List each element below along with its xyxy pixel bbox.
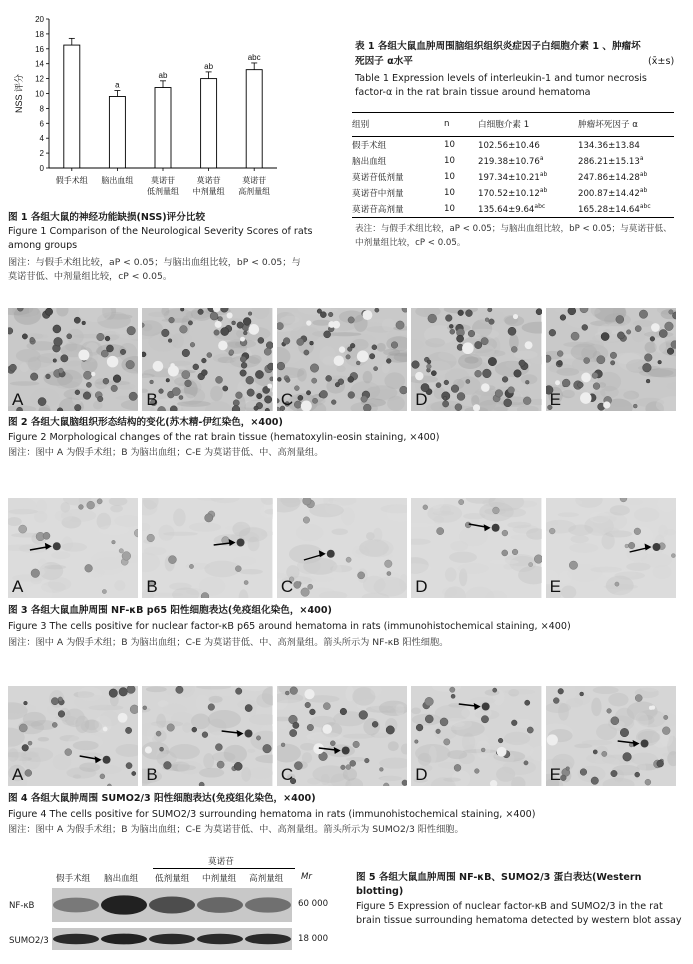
table1-cell-tnf xyxy=(578,201,674,218)
table1-cell-tnf-value: 200.87±14.42 xyxy=(578,188,640,199)
nss-bar-chart xyxy=(8,8,298,208)
significance-label: abc xyxy=(247,52,261,62)
micrograph-image xyxy=(277,308,407,411)
table1-header-n: n xyxy=(444,113,478,137)
table1-cell-group-value: 假手术组 xyxy=(352,141,387,151)
positive-cell xyxy=(482,703,490,711)
table1-cell-il1-significance: a xyxy=(539,155,544,163)
x-tick-label: 假手术组 xyxy=(55,176,88,185)
wb-mw-sumo: 18 000 xyxy=(298,934,329,944)
y-tick-label: 10 xyxy=(35,89,44,99)
table1-cell-tnf-value: 134.36±13.84 xyxy=(578,140,640,151)
x-tick-label: 低剂量组 xyxy=(147,187,179,196)
table1-cell-il1-significance: ab xyxy=(539,187,548,195)
y-tick-label: 12 xyxy=(35,74,44,84)
panel-label: B xyxy=(146,765,158,784)
wb-band xyxy=(101,934,147,945)
wb-band xyxy=(197,897,243,913)
wb-band xyxy=(149,896,195,913)
table1-note-line1: 表注：与假手术组比较，aP < 0.05；与脑出血组比较，bP < 0.05；与莫诺苷低、 xyxy=(355,224,672,234)
wb-band xyxy=(53,934,99,945)
panel-label: B xyxy=(146,577,158,596)
wb-band xyxy=(149,934,195,945)
wb-lane-label-4: 中剂量组 xyxy=(202,874,237,884)
table1-cell-tnf-significance: ab xyxy=(639,187,648,195)
wb-lane-label-3: 低剂量组 xyxy=(155,874,190,884)
micrograph-image xyxy=(277,498,407,598)
wb-group-header: 莫诺苷 xyxy=(208,857,234,867)
table1-header-row xyxy=(352,113,674,137)
bar xyxy=(155,88,171,168)
table1-cell-il1 xyxy=(478,201,578,218)
significance-label: ab xyxy=(158,70,168,80)
wb-band xyxy=(101,895,147,914)
figure1-caption-en-line1: Figure 1 Comparison of the Neurological Severity Scores of rats xyxy=(8,226,313,237)
table1-cell-tnf xyxy=(578,153,674,169)
bar xyxy=(201,79,217,168)
table1-cell-n-value: 10 xyxy=(444,172,455,182)
micrograph-image xyxy=(142,308,272,411)
table1-row xyxy=(352,137,674,154)
bar xyxy=(109,96,125,168)
western-blot xyxy=(0,850,345,960)
y-tick-label: 6 xyxy=(39,119,44,129)
bar xyxy=(246,70,262,168)
panel-label: C xyxy=(280,390,294,409)
table1-cell-n xyxy=(444,137,478,154)
table1-cell-group-value: 脑出血组 xyxy=(352,157,387,167)
micrograph-image xyxy=(277,686,407,786)
y-tick-label: 0 xyxy=(39,164,44,173)
panel-label: E xyxy=(549,577,561,596)
panel-label: D xyxy=(415,390,428,409)
table1-cell-group-value: 莫诺苷低剂量 xyxy=(352,173,404,183)
figure4-caption-en: Figure 4 The cells positive for SUMO2/3 surrounding hematoma in rats (immunohistochemical staining, ×400) xyxy=(8,809,536,820)
table1-title-cn-line2: 死因子 α水平 xyxy=(355,56,413,67)
y-tick-label: 14 xyxy=(35,59,44,69)
table1-cell-il1-value: 197.34±10.21 xyxy=(478,172,540,183)
table1-cell-n xyxy=(444,201,478,218)
wb-lane-label-2: 脑出血组 xyxy=(104,874,139,884)
figure3-panel-b xyxy=(142,498,272,598)
x-tick-label: 莫诺苷 xyxy=(151,176,175,185)
wb-mw-nfkb: 60 000 xyxy=(298,899,329,909)
figure3-caption-en: Figure 3 The cells positive for nuclear factor-κB p65 around hematoma in rats (immunohistochemical staining, ×400) xyxy=(8,621,571,632)
positive-cell xyxy=(237,539,245,547)
wb-blot-nfkb xyxy=(52,888,292,922)
panel-label: C xyxy=(280,765,294,784)
y-tick-label: 2 xyxy=(39,149,44,159)
figure5-caption-en-line2: brain tissue surrounding hematoma detected by western blot assay xyxy=(356,915,682,926)
wb-lane-label-5: 高剂量组 xyxy=(249,874,284,884)
wb-band-label-nfkb: NF-κB xyxy=(9,901,35,911)
figure2-panel-d xyxy=(411,308,541,411)
table1-header-tnf: 肿瘤坏死因子 α xyxy=(578,113,674,137)
figure3-panel-a xyxy=(8,498,138,598)
positive-cell xyxy=(103,756,111,764)
figure2-panel-c xyxy=(277,308,407,411)
table1-cell-il1-value: 102.56±10.46 xyxy=(478,140,540,151)
y-tick-label: 16 xyxy=(35,44,44,54)
positive-cell xyxy=(640,740,648,748)
figure4-panel-e xyxy=(546,686,676,786)
table1-cell-tnf xyxy=(578,169,674,185)
panel-label: A xyxy=(12,577,24,596)
table1-cell-n xyxy=(444,153,478,169)
y-tick-label: 8 xyxy=(39,104,44,114)
wb-blot-sumo xyxy=(52,928,292,950)
table1-cell-tnf-value: 165.28±14.64 xyxy=(578,204,640,215)
micrograph-image xyxy=(546,308,676,411)
figure3-panel-e xyxy=(546,498,676,598)
panel-label: A xyxy=(12,765,24,784)
figure5-caption-cn-line1: 图 5 各组大鼠血肿周围 NF-κB、SUMO2/3 蛋白表达(Western xyxy=(356,872,642,883)
table1-cell-tnf-value: 247.86±14.28 xyxy=(578,172,640,183)
table1-cell-il1 xyxy=(478,169,578,185)
micrograph-image xyxy=(546,498,676,598)
figure2-panel-a xyxy=(8,308,138,411)
table1-cell-group-value: 莫诺苷中剂量 xyxy=(352,189,404,199)
micrograph-image xyxy=(8,686,138,786)
figure1-caption-en-line2: among groups xyxy=(8,240,78,251)
table1-cell-tnf xyxy=(578,137,674,154)
table1-title-en-line1: Table 1 Expression levels of interleukin-1 and tumor necrosis xyxy=(355,73,647,84)
figure2-panel-b xyxy=(142,308,272,411)
panel-label: C xyxy=(280,577,294,596)
y-axis-label: NSS 评分 xyxy=(14,73,24,114)
figure2-caption-cn: 图 2 各组大鼠脑组织形态结构的变化(苏木精-伊红染色，×400) xyxy=(8,417,283,428)
table1-cell-n-value: 10 xyxy=(444,140,455,150)
table1-row xyxy=(352,169,674,185)
figure2-panel-e xyxy=(546,308,676,411)
table1-cell-n-value: 10 xyxy=(444,204,455,214)
figure3-panel-c xyxy=(277,498,407,598)
table1-cell-tnf-significance: ab xyxy=(639,171,648,179)
wb-band xyxy=(53,898,99,913)
figure2-panels xyxy=(8,308,676,411)
micrograph-image xyxy=(142,686,272,786)
micrograph-image xyxy=(546,686,676,786)
y-tick-label: 20 xyxy=(35,15,44,24)
table1-cell-tnf-significance: abc xyxy=(639,203,651,211)
x-tick-label: 高剂量组 xyxy=(238,187,271,196)
positive-cell xyxy=(342,747,350,755)
table1-cell-group xyxy=(352,137,444,154)
positive-cell xyxy=(245,730,253,738)
panel-label: D xyxy=(415,765,428,784)
table1-cell-tnf-significance: a xyxy=(639,155,644,163)
x-tick-label: 脑出血组 xyxy=(101,176,134,185)
significance-label: ab xyxy=(204,61,214,71)
figure2-note: 图注：图中 A 为假手术组；B 为脑出血组；C-E 为莫诺苷低、中、高剂量组。 xyxy=(8,447,324,458)
table1-title-cn-line1: 表 1 各组大鼠血肿周围脑组织组织炎症因子白细胞介素 1 、肿瘤坏 xyxy=(355,41,641,52)
significance-label: a xyxy=(115,80,120,90)
figure4-panel-b xyxy=(142,686,272,786)
x-tick-label: 莫诺苷 xyxy=(196,176,221,185)
table1-cell-tnf-value: 286.21±15.13 xyxy=(578,156,640,167)
micrograph-image xyxy=(411,686,541,786)
x-tick-label: 莫诺苷 xyxy=(242,176,267,185)
table1-note-line2: 中剂量组比较，cP < 0.05。 xyxy=(355,238,466,248)
figure3-panel-d xyxy=(411,498,541,598)
wb-band xyxy=(197,934,243,945)
positive-cell xyxy=(53,542,61,550)
table1-cell-n xyxy=(444,169,478,185)
table1-title-en-line2: factor-α in the rat brain tissue around hematoma xyxy=(355,87,591,98)
table1-cell-il1 xyxy=(478,153,578,169)
table1 xyxy=(352,112,674,218)
y-tick-label: 4 xyxy=(39,134,44,144)
y-tick-label: 18 xyxy=(35,29,44,39)
table1-cell-n xyxy=(444,185,478,201)
figure3-panels xyxy=(8,498,676,598)
table1-cell-group-value: 莫诺苷高剂量 xyxy=(352,205,404,215)
panel-label: D xyxy=(415,577,428,596)
table1-title-unit: (x̄±s) xyxy=(648,56,675,67)
table1-cell-il1-significance: abc xyxy=(534,203,546,211)
wb-band-label-sumo: SUMO2/3 xyxy=(9,936,49,946)
panel-label: E xyxy=(549,765,561,784)
table1-cell-group xyxy=(352,201,444,218)
figure4-panel-d xyxy=(411,686,541,786)
bar xyxy=(64,45,80,168)
table1-cell-il1-value: 135.64±9.64 xyxy=(478,204,535,215)
table1-cell-n-value: 10 xyxy=(444,156,455,166)
micrograph-image xyxy=(142,498,272,598)
table1-header-il1: 白细胞介素 1 xyxy=(478,113,578,137)
wb-group-line xyxy=(153,868,295,869)
wb-mr-label: Mr xyxy=(301,872,312,882)
figure4-note: 图注：图中 A 为假手术组；B 为脑出血组；C-E 为莫诺苷低、中、高剂量组。箭头所示为 SUMO2/3 阳性细胞。 xyxy=(8,824,464,835)
table1-cell-group xyxy=(352,185,444,201)
positive-cell xyxy=(327,550,335,558)
table1-cell-n-value: 10 xyxy=(444,188,455,198)
micrograph-image xyxy=(8,308,138,411)
micrograph-image xyxy=(8,498,138,598)
table1-cell-il1-value: 170.52±10.12 xyxy=(478,188,540,199)
table1-cell-group xyxy=(352,169,444,185)
panel-label: A xyxy=(12,390,24,409)
table1-row xyxy=(352,153,674,169)
micrograph-image xyxy=(411,308,541,411)
table1-cell-il1 xyxy=(478,137,578,154)
table1-row xyxy=(352,185,674,201)
positive-cell xyxy=(492,524,500,532)
figure4-panel-a xyxy=(8,686,138,786)
table1-row xyxy=(352,201,674,218)
figure2-caption-en: Figure 2 Morphological changes of the rat brain tissue (hematoxylin-eosin staining, ×400) xyxy=(8,432,440,443)
table1-cell-tnf xyxy=(578,185,674,201)
figure3-caption-cn: 图 3 各组大鼠血肿周围 NF-κB p65 阳性细胞表达(免疫组化染色，×400) xyxy=(8,605,332,616)
table1-cell-il1 xyxy=(478,185,578,201)
table1-cell-il1-significance: ab xyxy=(539,171,548,179)
micrograph-image xyxy=(411,498,541,598)
wb-band xyxy=(245,934,291,945)
figure1-caption-cn: 图 1 各组大鼠的神经功能缺损(NSS)评分比较 xyxy=(8,212,206,223)
figure5-caption-en-line1: Figure 5 Expression of nuclear factor-κB and SUMO2/3 in the rat xyxy=(356,901,663,912)
panel-label: B xyxy=(146,390,158,409)
positive-cell xyxy=(652,543,660,551)
figure1-note-line1: 图注：与假手术组比较，aP < 0.05；与脑出血组比较，bP < 0.05；与 xyxy=(8,257,301,268)
figure4-caption-cn: 图 4 各组大鼠肿周围 SUMO2/3 阳性细胞表达(免疫组化染色，×400) xyxy=(8,793,316,804)
figure1-note-line2: 莫诺苷低、中剂量组比较，cP < 0.05。 xyxy=(8,271,173,282)
figure4-panel-c xyxy=(277,686,407,786)
wb-band xyxy=(245,897,291,912)
figure4-panels xyxy=(8,686,676,786)
table1-cell-group xyxy=(352,153,444,169)
figure5-caption-cn-line2: blotting) xyxy=(356,886,404,897)
x-tick-label: 中剂量组 xyxy=(192,187,225,196)
table1-header-group: 组别 xyxy=(352,113,444,137)
wb-lane-label-1: 假手术组 xyxy=(56,874,91,884)
table1-cell-il1-value: 219.38±10.76 xyxy=(478,156,540,167)
figure3-note: 图注：图中 A 为假手术组；B 为脑出血组；C-E 为莫诺苷低、中、高剂量组。箭头所示为 NF-κB 阳性细胞。 xyxy=(8,637,449,648)
panel-label: E xyxy=(549,390,561,409)
